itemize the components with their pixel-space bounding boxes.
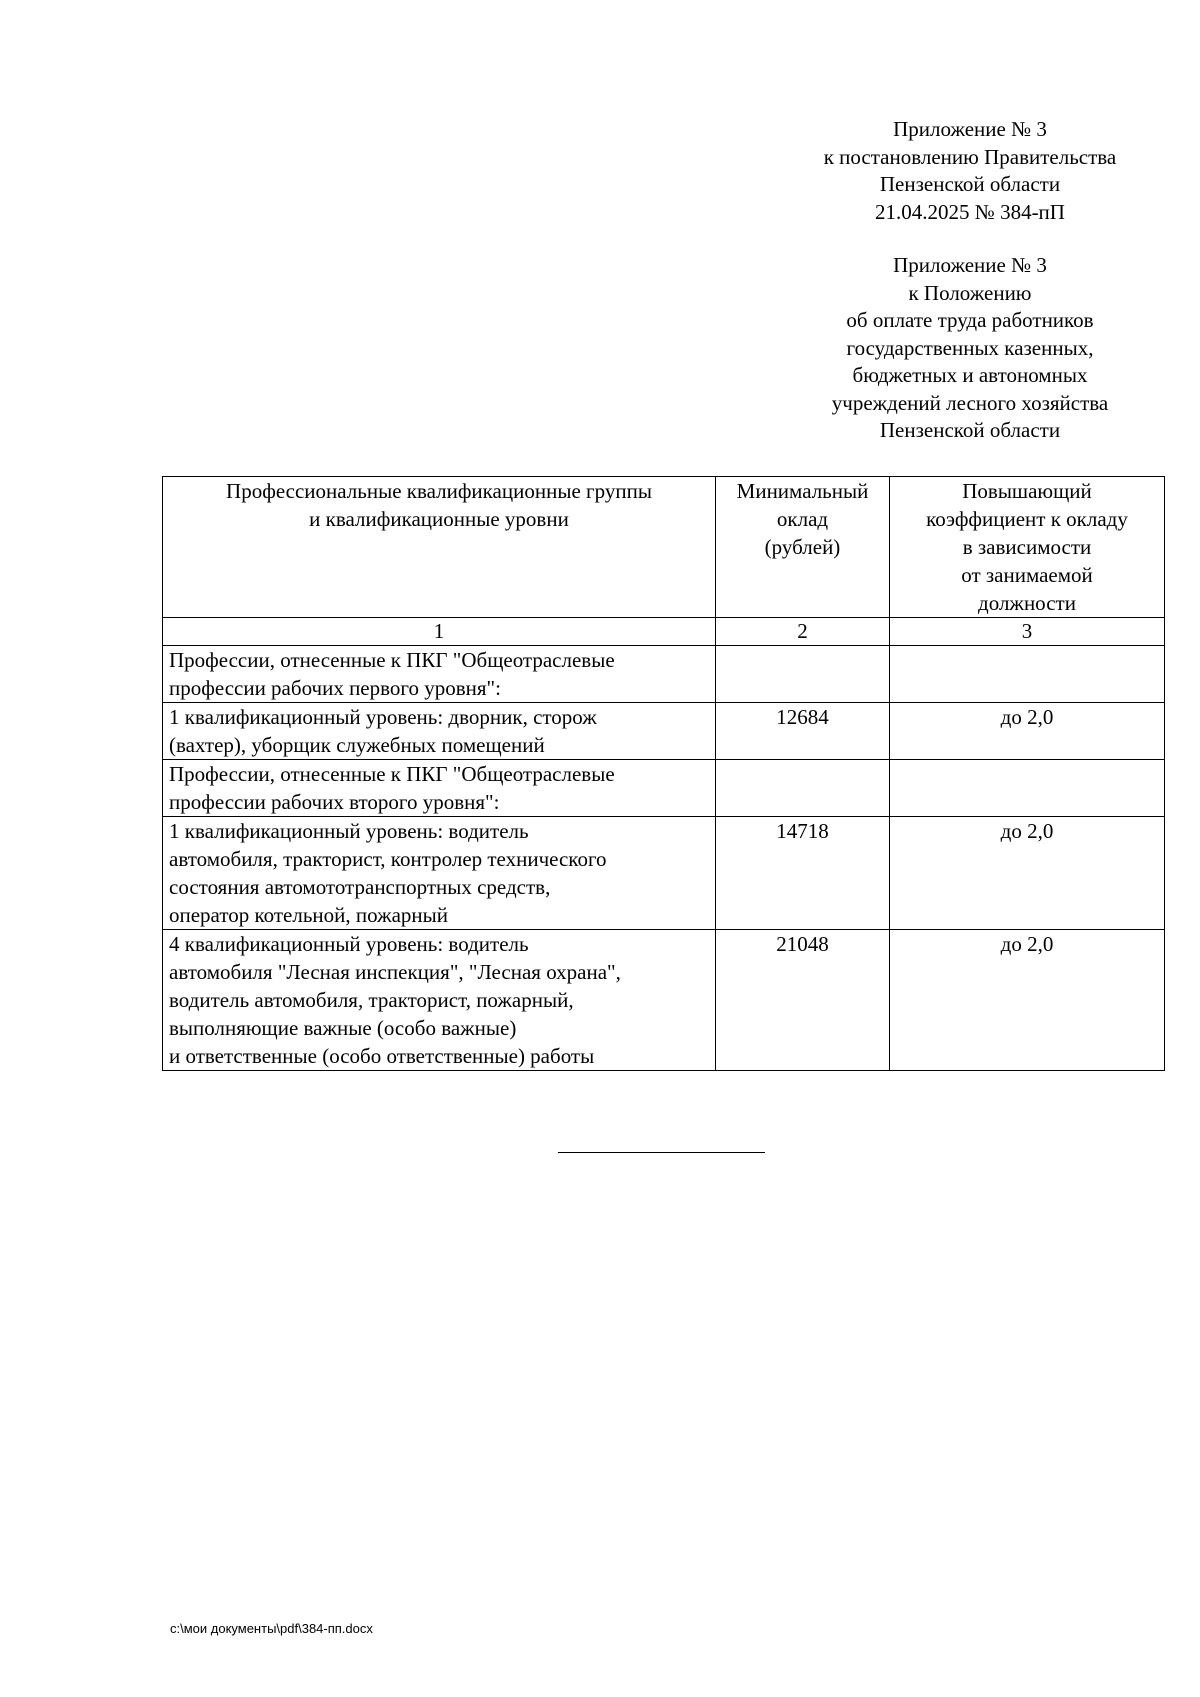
group-line: выполняющие важные (особо важные) xyxy=(169,1016,517,1040)
coefficient-cell xyxy=(890,760,1165,817)
group-line: и ответственные (особо ответственные) работы xyxy=(169,1044,595,1068)
header-coefficient xyxy=(890,477,1165,618)
group-line: Профессии, отнесенные к ПКГ "Общеотраслевые xyxy=(169,648,615,672)
appendix-regulation-line: Приложение № 3 xyxy=(893,253,1047,277)
header-line: в зависимости xyxy=(962,535,1092,559)
group-line: профессии рабочих первого уровня": xyxy=(169,676,501,700)
salary-cell: 14718 xyxy=(716,817,890,930)
table-header-row xyxy=(163,477,1165,618)
column-number: 2 xyxy=(716,618,890,646)
table-row xyxy=(163,703,1165,760)
table-row xyxy=(163,817,1165,930)
appendix-order-line: Пензенской области xyxy=(879,172,1061,196)
table-row xyxy=(163,930,1165,1071)
header-line: должности xyxy=(978,591,1076,615)
group-line: Профессии, отнесенные к ПКГ "Общеотраслевые xyxy=(169,762,615,786)
end-separator-line xyxy=(558,1152,765,1153)
header-line: и квалификационные уровни xyxy=(309,507,569,531)
header-salary xyxy=(716,477,890,618)
appendix-regulation-line: к Положению xyxy=(908,280,1032,305)
column-number: 1 xyxy=(163,618,716,646)
column-number: 3 xyxy=(890,618,1165,646)
appendix-order-line: 21.04.2025 № 384-пП xyxy=(875,199,1065,224)
salary-table xyxy=(162,476,1165,1071)
header-line: Минимальный xyxy=(736,479,869,503)
header-groups xyxy=(163,477,716,618)
footer-file-path: c:\мои документы\pdf\384-пп.docx xyxy=(170,1621,373,1636)
group-cell xyxy=(163,817,716,930)
table-row xyxy=(163,646,1165,703)
group-line: (вахтер), уборщик служебных помещений xyxy=(169,733,545,757)
appendix-regulation-line: государственных казенных, xyxy=(846,335,1094,360)
group-cell xyxy=(163,760,716,817)
appendix-order-heading xyxy=(760,116,1180,226)
group-line: профессии рабочих второго уровня": xyxy=(169,790,500,814)
group-line: оператор котельной, пожарный xyxy=(169,903,449,927)
appendix-regulation-line: учреждений лесного хозяйства xyxy=(831,390,1109,415)
salary-cell: 21048 xyxy=(716,930,890,1071)
group-line: водитель автомобиля, тракторист, пожарный, xyxy=(169,988,574,1012)
group-cell xyxy=(163,703,716,760)
header-line: (рублей) xyxy=(764,535,841,559)
appendix-regulation-line: об оплате труда работников xyxy=(846,308,1094,332)
group-line: автомобиля "Лесная инспекция", "Лесная охрана", xyxy=(169,960,621,984)
group-line: автомобиля, тракторист, контролер технического xyxy=(169,847,607,871)
appendix-regulation-heading xyxy=(760,252,1180,445)
coefficient-cell: до 2,0 xyxy=(890,817,1165,930)
salary-cell: 12684 xyxy=(716,703,890,760)
appendix-regulation-line: Пензенской области xyxy=(879,418,1061,442)
coefficient-cell: до 2,0 xyxy=(890,703,1165,760)
appendix-order-line: Приложение № 3 xyxy=(893,117,1047,141)
header-line: от занимаемой xyxy=(961,563,1093,587)
group-line: 1 квалификационный уровень: дворник, сторож xyxy=(169,705,597,729)
group-cell xyxy=(163,930,716,1071)
group-line: состояния автомототранспортных средств, xyxy=(169,875,551,899)
group-line: 1 квалификационный уровень: водитель xyxy=(169,819,529,843)
salary-cell xyxy=(716,760,890,817)
group-line: 4 квалификационный уровень: водитель xyxy=(169,932,529,956)
header-line: Профессиональные квалификационные группы xyxy=(226,479,652,503)
coefficient-cell: до 2,0 xyxy=(890,930,1165,1071)
appendix-regulation-line: бюджетных и автономных xyxy=(852,363,1088,387)
group-cell xyxy=(163,646,716,703)
column-number-row xyxy=(163,618,1165,646)
table-row xyxy=(163,760,1165,817)
salary-cell xyxy=(716,646,890,703)
coefficient-cell xyxy=(890,646,1165,703)
appendix-order-line: к постановлению Правительства xyxy=(823,144,1117,169)
header-line: коэффициент к окладу xyxy=(926,507,1128,531)
header-line: Повышающий xyxy=(962,479,1092,503)
header-line: оклад xyxy=(776,507,829,531)
